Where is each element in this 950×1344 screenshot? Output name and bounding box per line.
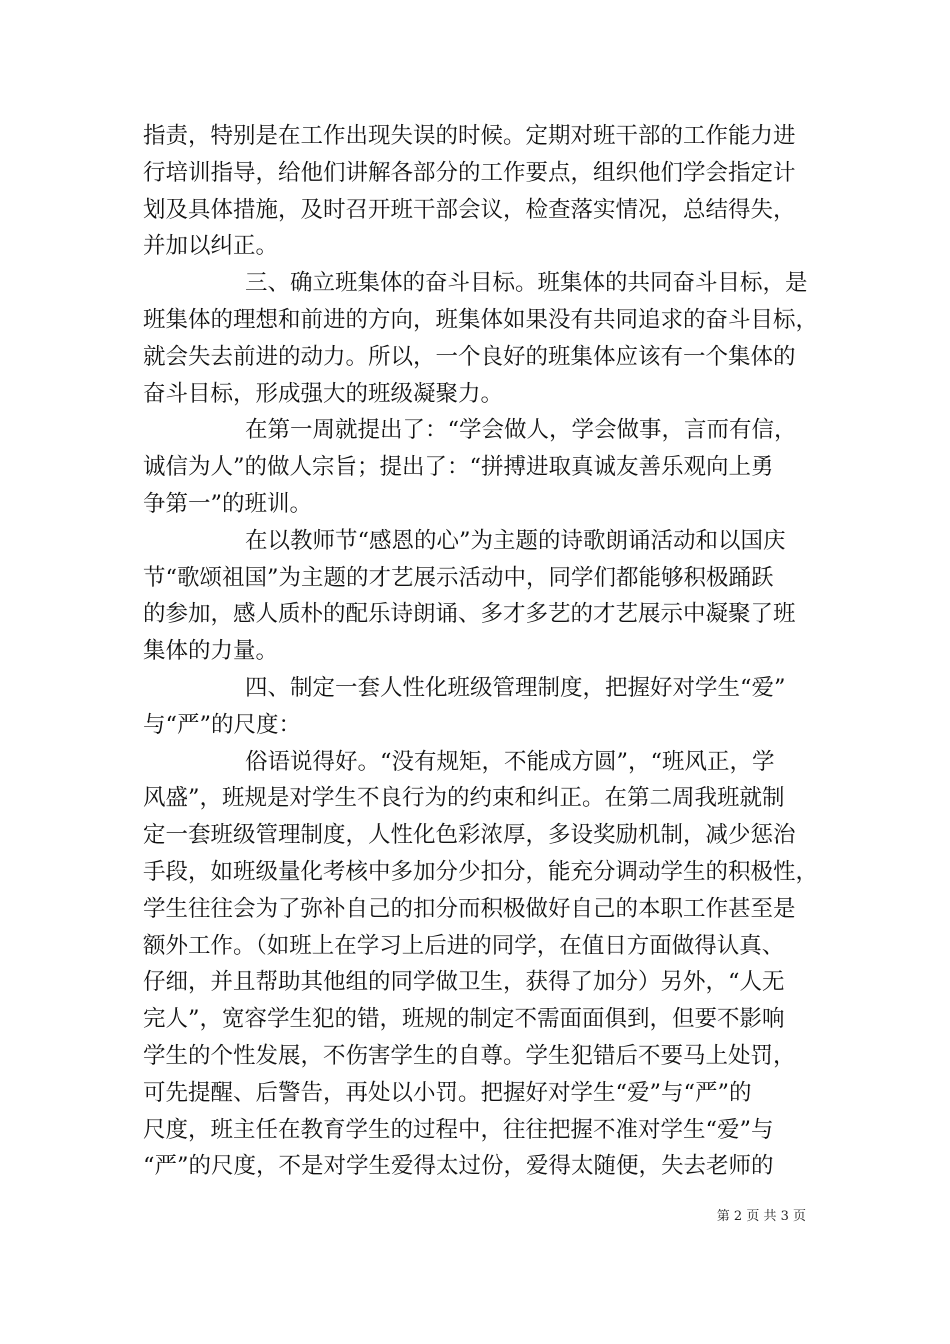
text-line: 学生往往会为了弥补自己的扣分而积极做好自己的本职工作甚至是 <box>143 895 796 922</box>
text-line: 指责，特别是在工作出现失误的时候。定期对班干部的工作能力进 <box>143 123 796 149</box>
text-line: 手段，如班级量化考核中多加分少扣分，能充分调动学生的积极性， <box>143 858 819 885</box>
text-line: 在第一周就提出了：“学会做人，学会做事，言而有信， <box>245 417 797 444</box>
text-line: 就会失去前进的动力。所以，一个良好的班集体应该有一个集体的 <box>143 343 796 370</box>
text-line: 在以教师节“感恩的心”为主题的诗歌朗诵活动和以国庆 <box>245 527 786 554</box>
text-line: 风盛”，班规是对学生不良行为的约束和纠正。在第二周我班就制 <box>143 785 785 812</box>
text-line: 定一套班级管理制度，人性化色彩浓厚，多设奖励机制，减少惩治 <box>143 822 796 849</box>
text-line: 节“歌颂祖国”为主题的才艺展示活动中，同学们都能够积极踊跃 <box>143 564 774 591</box>
text-line: 争第一”的班训。 <box>143 490 313 517</box>
text-line: 诚信为人”的做人宗旨；提出了：“拼搏进取真诚友善乐观向上勇 <box>143 454 774 481</box>
text-line: “严”的尺度，不是对学生爱得太过份，爱得太随便，失去老师的 <box>143 1153 774 1180</box>
text-line: 三、确立班集体的奋斗目标。班集体的共同奋斗目标，是 <box>245 270 808 297</box>
text-line: 与“严”的尺度： <box>143 711 302 738</box>
text-line: 仔细，并且帮助其他组的同学做卫生，获得了加分）另外，“人无 <box>143 969 785 996</box>
text-line: 的参加，感人质朴的配乐诗朗诵、多才多艺的才艺展示中凝聚了班 <box>143 601 796 628</box>
text-line: 并加以纠正。 <box>143 233 279 260</box>
text-line: 奋斗目标，形成强大的班级凝聚力。 <box>143 380 504 407</box>
page-footer: 第 2 页 共 3 页 <box>716 1209 806 1224</box>
text-line: 完人”，宽容学生犯的错，班规的制定不需面面俱到，但要不影响 <box>143 1006 785 1033</box>
text-line: 学生的个性发展，不伤害学生的自尊。学生犯错后不要马上处罚， <box>143 1042 796 1069</box>
text-line: 班集体的理想和前进的方向，班集体如果没有共同追求的奋斗目标， <box>143 306 819 333</box>
text-line: 可先提醒、后警告，再处以小罚。把握好对学生“爱”与“严”的 <box>143 1079 752 1106</box>
text-line: 四、制定一套人性化班级管理制度，把握好对学生“爱” <box>245 674 786 701</box>
text-line: 行培训指导，给他们讲解各部分的工作要点，组织他们学会指定计 <box>143 159 796 186</box>
text-line: 尺度，班主任在教育学生的过程中，往往把握不准对学生“爱”与 <box>143 1116 774 1143</box>
text-line: 俗语说得好。“没有规矩，不能成方圆”，“班风正，学 <box>245 748 775 775</box>
text-line: 额外工作。（如班上在学习上后进的同学，在值日方面做得认真、 <box>143 932 785 959</box>
text-line: 划及具体措施，及时召开班干部会议，检查落实情况，总结得失， <box>143 196 796 223</box>
body-text <box>143 118 819 1185</box>
text-line: 集体的力量。 <box>143 638 279 665</box>
